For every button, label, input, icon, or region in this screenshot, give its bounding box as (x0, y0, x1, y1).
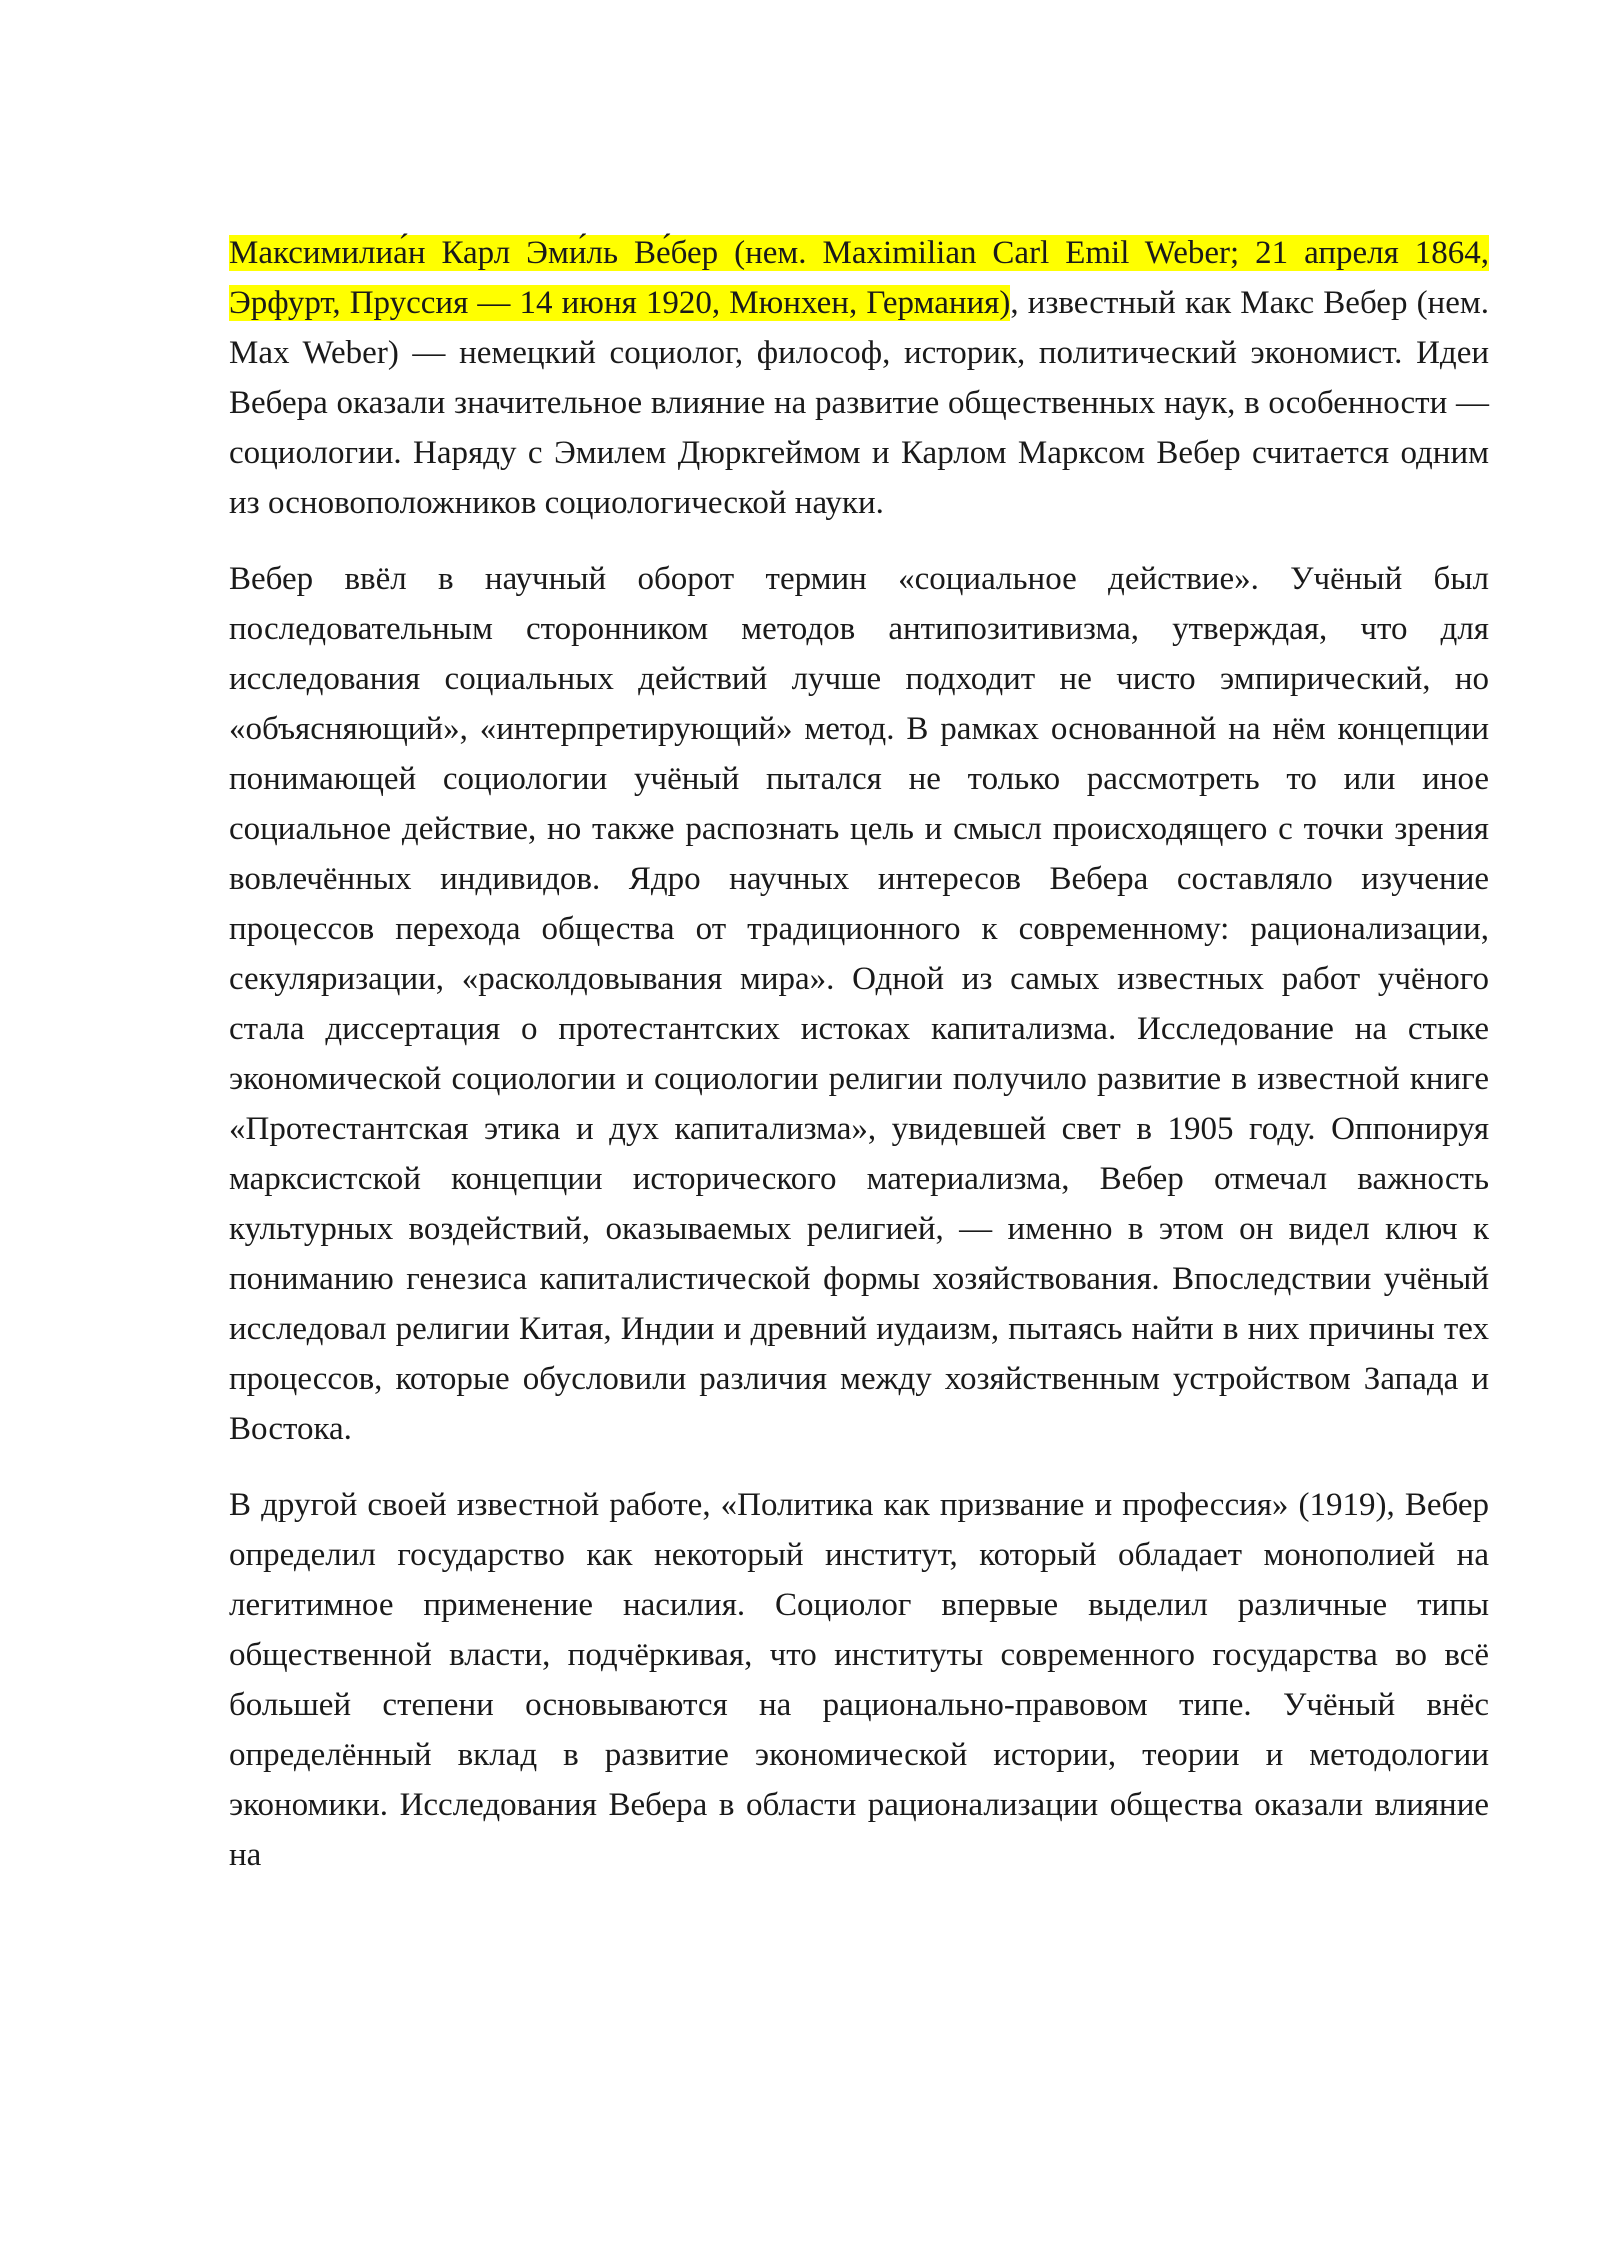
paragraph-2: Вебер ввёл в научный оборот термин «социальное действие». Учёный был последовательным сторонником методов антипозитивизма, утверждая, что для исследования социальных действий лучше подходит не чисто эмпирический, но «объясняющий», «интерпретирующий» метод. В рамках основанной на нём концепции понимающей социологии учёный пытался не только рассмотреть то или иное социальное действие, но также распознать цель и смысл происходящего с точки зрения вовлечённых индивидов. Ядро научных интересов Вебера составляло изучение процессов перехода общества от традиционного к современному: рационализации, секуляризации, «расколдовывания мира». Одной из самых известных работ учёного стала диссертация о протестантских истоках капитализма. Исследование на стыке экономической социологии и социологии религии получило развитие в известной книге «Протестантская этика и дух капитализма», увидевшей свет в 1905 году. Оппонируя марксистской концепции исторического материализма, Вебер отмечал важность культурных воздействий, оказываемых религией, — именно в этом он видел ключ к пониманию генезиса капиталистической формы хозяйствования. Впоследствии учёный исследовал религии Китая, Индии и древний иудаизм, пытаясь найти в них причины тех процессов, которые обусловили различия между хозяйственным устройством Запада и Востока. (229, 561, 1489, 1447)
highlighted-text: Максимилиа́н Карл Эми́ль Ве́бер (нем. Maximilian Carl Emil Weber; 21 апреля 1864, Эрфурт, Пруссия — 14 июня 1920, Мюнхен, Германия) (229, 235, 1489, 321)
paragraph-1-rest: , известный как Макс Вебер (нем. Max Weber) — немецкий социолог, философ, историк, политический экономист. Идеи Вебера оказали значительное влияние на развитие общественных наук, в особенности — социологии. Наряду с Эмилем Дюркгеймом и Карлом Марксом Вебер считается одним из основоположников социологической науки. (229, 285, 1490, 521)
document-body (229, 228, 1489, 1906)
paragraph-3: В другой своей известной работе, «Политика как призвание и профессия» (1919), Вебер определил государство как некоторый институт, который обладает монополией на легитимное применение насилия. Социолог впервые выделил различные типы общественной власти, подчёркивая, что институты современного государства во всё большей степени основываются на рационально-правовом типе. Учёный внёс определённый вклад в развитие экономической истории, теории и методологии экономики. Исследования Вебера в области рационализации общества оказали влияние на (229, 1487, 1489, 1873)
paragraph-1 (229, 228, 1489, 528)
